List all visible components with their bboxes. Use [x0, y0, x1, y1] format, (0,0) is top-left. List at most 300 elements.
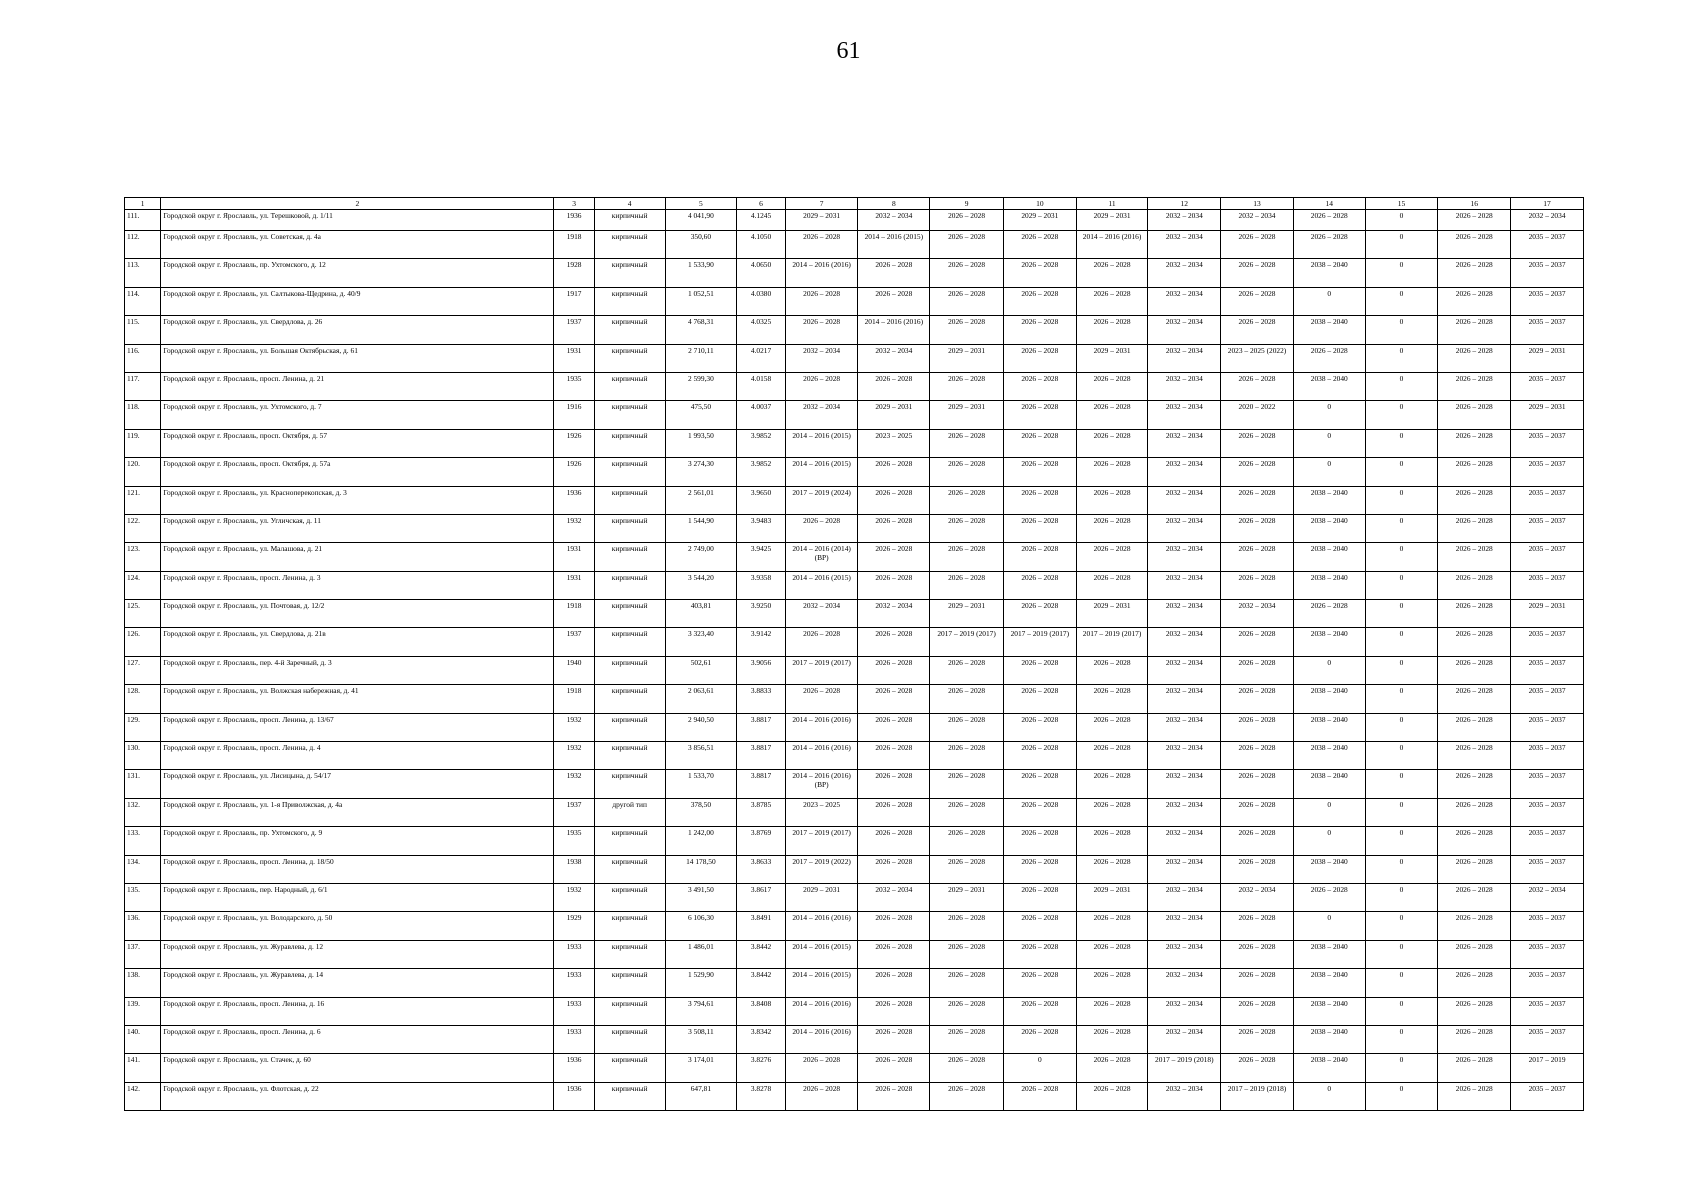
- table-cell-col-2: Городской округ г. Ярославль, ул. Стачек, д. 60: [161, 1054, 554, 1082]
- table-header-row: [125, 198, 1584, 210]
- table-cell-col-13: 2026 – 2028: [1221, 656, 1294, 684]
- table-cell-col-11: 2026 – 2028: [1076, 685, 1148, 713]
- table-cell-col-5: 3 794,61: [665, 997, 737, 1025]
- table-cell-col-1: 129.: [125, 713, 161, 741]
- table-cell-col-3: 1932: [554, 713, 594, 741]
- table-cell-col-17: 2035 – 2037: [1511, 316, 1584, 344]
- table-cell-col-5: 3 174,01: [665, 1054, 737, 1082]
- table-cell-col-14: 2026 – 2028: [1293, 883, 1365, 911]
- table-cell-col-4: кирпичный: [594, 458, 665, 486]
- table-cell-col-8: 2026 – 2028: [858, 259, 930, 287]
- table-cell-col-5: 3 544,20: [665, 571, 737, 599]
- table-cell-col-14: 2038 – 2040: [1293, 770, 1365, 798]
- table-cell-col-4: кирпичный: [594, 1054, 665, 1082]
- table-cell-col-6: 3.9483: [737, 514, 785, 542]
- table-cell-col-8: 2026 – 2028: [858, 827, 930, 855]
- table-cell-col-10: 2026 – 2028: [1003, 713, 1076, 741]
- table-cell-col-6: 3.8276: [737, 1054, 785, 1082]
- table-cell-col-17: 2035 – 2037: [1511, 997, 1584, 1025]
- table-cell-col-15: 0: [1365, 372, 1438, 400]
- table-cell-col-1: 125.: [125, 600, 161, 628]
- table-cell-col-10: 2026 – 2028: [1003, 316, 1076, 344]
- table-cell-col-5: 2 710,11: [665, 344, 737, 372]
- table-row: [125, 259, 1584, 287]
- table-cell-col-13: 2026 – 2028: [1221, 543, 1294, 571]
- table-row: [125, 685, 1584, 713]
- table-cell-col-12: 2032 – 2034: [1148, 486, 1221, 514]
- table-cell-col-11: 2029 – 2031: [1076, 883, 1148, 911]
- column-header-1: 1: [125, 198, 161, 210]
- table-row: [125, 316, 1584, 344]
- table-cell-col-17: 2029 – 2031: [1511, 600, 1584, 628]
- table-cell-col-8: 2026 – 2028: [858, 855, 930, 883]
- table-row: [125, 969, 1584, 997]
- table-cell-col-13: 2026 – 2028: [1221, 316, 1294, 344]
- table-cell-col-4: кирпичный: [594, 231, 665, 259]
- table-cell-col-6: 3.9142: [737, 628, 785, 656]
- table-cell-col-6: 4.1050: [737, 231, 785, 259]
- table-cell-col-4: кирпичный: [594, 401, 665, 429]
- table-cell-col-10: 0: [1003, 1054, 1076, 1082]
- table-cell-col-3: 1936: [554, 1082, 594, 1110]
- table-cell-col-16: 2026 – 2028: [1438, 798, 1511, 826]
- table-cell-col-7: 2026 – 2028: [785, 287, 858, 315]
- table-cell-col-5: 4 768,31: [665, 316, 737, 344]
- table-cell-col-11: 2026 – 2028: [1076, 827, 1148, 855]
- table-cell-col-8: 2032 – 2034: [858, 883, 930, 911]
- table-cell-col-7: 2029 – 2031: [785, 883, 858, 911]
- table-cell-col-3: 1926: [554, 429, 594, 457]
- table-cell-col-6: 3.8833: [737, 685, 785, 713]
- table-cell-col-7: 2032 – 2034: [785, 600, 858, 628]
- table-cell-col-17: 2035 – 2037: [1511, 486, 1584, 514]
- table-cell-col-15: 0: [1365, 429, 1438, 457]
- table-cell-col-10: 2029 – 2031: [1003, 210, 1076, 231]
- table-cell-col-3: 1936: [554, 1054, 594, 1082]
- table-cell-col-16: 2026 – 2028: [1438, 1054, 1511, 1082]
- table-cell-col-11: 2026 – 2028: [1076, 458, 1148, 486]
- table-cell-col-17: 2035 – 2037: [1511, 742, 1584, 770]
- table-cell-col-7: 2014 – 2016 (2014) (ВР): [785, 543, 858, 571]
- table-cell-col-6: 3.8342: [737, 1025, 785, 1053]
- column-header-7: 7: [785, 198, 858, 210]
- table-cell-col-16: 2026 – 2028: [1438, 401, 1511, 429]
- table-cell-col-12: 2032 – 2034: [1148, 628, 1221, 656]
- table-cell-col-7: 2032 – 2034: [785, 344, 858, 372]
- table-cell-col-12: 2032 – 2034: [1148, 316, 1221, 344]
- table-cell-col-6: 3.8817: [737, 713, 785, 741]
- table-row: [125, 855, 1584, 883]
- table-cell-col-11: 2026 – 2028: [1076, 713, 1148, 741]
- table-cell-col-7: 2014 – 2016 (2016): [785, 259, 858, 287]
- table-cell-col-5: 1 486,01: [665, 940, 737, 968]
- table-cell-col-8: 2032 – 2034: [858, 600, 930, 628]
- table-cell-col-14: 2038 – 2040: [1293, 1025, 1365, 1053]
- table-cell-col-14: 2026 – 2028: [1293, 344, 1365, 372]
- table-cell-col-17: 2035 – 2037: [1511, 259, 1584, 287]
- table-cell-col-17: 2035 – 2037: [1511, 571, 1584, 599]
- table-cell-col-8: 2026 – 2028: [858, 628, 930, 656]
- table-cell-col-8: 2026 – 2028: [858, 1082, 930, 1110]
- table-cell-col-7: 2014 – 2016 (2015): [785, 940, 858, 968]
- table-cell-col-14: 2038 – 2040: [1293, 940, 1365, 968]
- table-cell-col-10: 2017 – 2019 (2017): [1003, 628, 1076, 656]
- table-row: [125, 656, 1584, 684]
- table-cell-col-7: 2014 – 2016 (2016): [785, 1025, 858, 1053]
- table-cell-col-17: 2035 – 2037: [1511, 798, 1584, 826]
- table-cell-col-15: 0: [1365, 969, 1438, 997]
- table-cell-col-17: 2035 – 2037: [1511, 231, 1584, 259]
- table-cell-col-6: 3.9056: [737, 656, 785, 684]
- table-cell-col-14: 0: [1293, 458, 1365, 486]
- table-cell-col-16: 2026 – 2028: [1438, 259, 1511, 287]
- table-row: [125, 798, 1584, 826]
- table-cell-col-17: 2035 – 2037: [1511, 969, 1584, 997]
- table-cell-col-11: 2026 – 2028: [1076, 401, 1148, 429]
- table-cell-col-16: 2026 – 2028: [1438, 600, 1511, 628]
- table-cell-col-10: 2026 – 2028: [1003, 571, 1076, 599]
- table-cell-col-15: 0: [1365, 543, 1438, 571]
- table-cell-col-16: 2026 – 2028: [1438, 997, 1511, 1025]
- table-cell-col-5: 3 856,51: [665, 742, 737, 770]
- table-cell-col-17: 2035 – 2037: [1511, 827, 1584, 855]
- table-cell-col-17: 2035 – 2037: [1511, 287, 1584, 315]
- table-cell-col-5: 647,81: [665, 1082, 737, 1110]
- table-cell-col-5: 475,50: [665, 401, 737, 429]
- table-cell-col-13: 2026 – 2028: [1221, 912, 1294, 940]
- table-cell-col-2: Городской округ г. Ярославль, ул. Малашова, д. 21: [161, 543, 554, 571]
- table-cell-col-3: 1918: [554, 231, 594, 259]
- table-cell-col-6: 4.0217: [737, 344, 785, 372]
- table-row: [125, 940, 1584, 968]
- table-cell-col-11: 2026 – 2028: [1076, 287, 1148, 315]
- table-cell-col-12: 2032 – 2034: [1148, 855, 1221, 883]
- table-cell-col-7: 2014 – 2016 (2016) (ВР): [785, 770, 858, 798]
- table-cell-col-13: 2026 – 2028: [1221, 742, 1294, 770]
- table-cell-col-7: 2029 – 2031: [785, 210, 858, 231]
- table-cell-col-2: Городской округ г. Ярославль, просп. Ленина, д. 4: [161, 742, 554, 770]
- table-cell-col-6: 3.9250: [737, 600, 785, 628]
- table-cell-col-1: 142.: [125, 1082, 161, 1110]
- table-cell-col-5: 14 178,50: [665, 855, 737, 883]
- table-cell-col-6: 3.8817: [737, 770, 785, 798]
- table-cell-col-1: 131.: [125, 770, 161, 798]
- table-cell-col-15: 0: [1365, 600, 1438, 628]
- table-cell-col-16: 2026 – 2028: [1438, 344, 1511, 372]
- table-cell-col-3: 1917: [554, 287, 594, 315]
- table-cell-col-11: 2026 – 2028: [1076, 1082, 1148, 1110]
- table-cell-col-2: Городской округ г. Ярославль, пер. Народный, д. 6/1: [161, 883, 554, 911]
- table-cell-col-11: 2017 – 2019 (2017): [1076, 628, 1148, 656]
- table-cell-col-1: 112.: [125, 231, 161, 259]
- table-cell-col-1: 134.: [125, 855, 161, 883]
- table-cell-col-3: 1935: [554, 827, 594, 855]
- table-cell-col-16: 2026 – 2028: [1438, 372, 1511, 400]
- table-cell-col-5: 1 052,51: [665, 287, 737, 315]
- table-cell-col-9: 2026 – 2028: [930, 316, 1004, 344]
- table-cell-col-2: Городской округ г. Ярославль, просп. Ленина, д. 16: [161, 997, 554, 1025]
- table-cell-col-3: 1926: [554, 458, 594, 486]
- table-cell-col-14: 0: [1293, 912, 1365, 940]
- column-header-8: 8: [858, 198, 930, 210]
- table-cell-col-16: 2026 – 2028: [1438, 770, 1511, 798]
- table-cell-col-15: 0: [1365, 656, 1438, 684]
- table-cell-col-3: 1929: [554, 912, 594, 940]
- table-cell-col-13: 2026 – 2028: [1221, 997, 1294, 1025]
- table-cell-col-2: Городской округ г. Ярославль, ул. Лисицына, д. 54/17: [161, 770, 554, 798]
- table-cell-col-3: 1931: [554, 571, 594, 599]
- table-cell-col-9: 2026 – 2028: [930, 210, 1004, 231]
- table-row: [125, 429, 1584, 457]
- table-cell-col-15: 0: [1365, 940, 1438, 968]
- table-cell-col-4: кирпичный: [594, 969, 665, 997]
- table-cell-col-9: 2026 – 2028: [930, 259, 1004, 287]
- table-row: [125, 458, 1584, 486]
- table-cell-col-7: 2032 – 2034: [785, 401, 858, 429]
- table-cell-col-6: 3.9852: [737, 458, 785, 486]
- table-cell-col-11: 2026 – 2028: [1076, 514, 1148, 542]
- table-cell-col-13: 2026 – 2028: [1221, 458, 1294, 486]
- table-cell-col-8: 2026 – 2028: [858, 685, 930, 713]
- table-cell-col-1: 121.: [125, 486, 161, 514]
- table-cell-col-8: 2026 – 2028: [858, 486, 930, 514]
- table-cell-col-3: 1932: [554, 514, 594, 542]
- table-cell-col-3: 1918: [554, 685, 594, 713]
- table-cell-col-3: 1933: [554, 1025, 594, 1053]
- table-cell-col-7: 2017 – 2019 (2017): [785, 827, 858, 855]
- table-cell-col-1: 133.: [125, 827, 161, 855]
- table-cell-col-8: 2026 – 2028: [858, 458, 930, 486]
- table-cell-col-8: 2026 – 2028: [858, 287, 930, 315]
- table-cell-col-3: 1932: [554, 770, 594, 798]
- table-cell-col-6: 4.0325: [737, 316, 785, 344]
- table-cell-col-10: 2026 – 2028: [1003, 883, 1076, 911]
- table-cell-col-15: 0: [1365, 287, 1438, 315]
- table-cell-col-3: 1935: [554, 372, 594, 400]
- table-cell-col-8: 2032 – 2034: [858, 210, 930, 231]
- table-cell-col-17: 2035 – 2037: [1511, 543, 1584, 571]
- table-cell-col-1: 118.: [125, 401, 161, 429]
- table-cell-col-4: кирпичный: [594, 912, 665, 940]
- column-header-14: 14: [1293, 198, 1365, 210]
- table-cell-col-9: 2026 – 2028: [930, 571, 1004, 599]
- table-cell-col-9: 2026 – 2028: [930, 543, 1004, 571]
- table-cell-col-13: 2026 – 2028: [1221, 713, 1294, 741]
- table-cell-col-13: 2026 – 2028: [1221, 372, 1294, 400]
- table-cell-col-1: 120.: [125, 458, 161, 486]
- table-cell-col-4: кирпичный: [594, 514, 665, 542]
- table-cell-col-16: 2026 – 2028: [1438, 940, 1511, 968]
- table-row: [125, 543, 1584, 571]
- table-cell-col-4: кирпичный: [594, 827, 665, 855]
- table-cell-col-3: 1916: [554, 401, 594, 429]
- table-cell-col-12: 2032 – 2034: [1148, 997, 1221, 1025]
- table-cell-col-3: 1937: [554, 628, 594, 656]
- table-cell-col-1: 116.: [125, 344, 161, 372]
- table-cell-col-4: кирпичный: [594, 259, 665, 287]
- table-cell-col-12: 2032 – 2034: [1148, 685, 1221, 713]
- table-cell-col-17: 2017 – 2019: [1511, 1054, 1584, 1082]
- table-cell-col-11: 2026 – 2028: [1076, 770, 1148, 798]
- table-cell-col-13: 2026 – 2028: [1221, 429, 1294, 457]
- table-cell-col-15: 0: [1365, 1025, 1438, 1053]
- table-cell-col-13: 2026 – 2028: [1221, 940, 1294, 968]
- table-cell-col-9: 2026 – 2028: [930, 855, 1004, 883]
- table-cell-col-7: 2026 – 2028: [785, 628, 858, 656]
- table-cell-col-10: 2026 – 2028: [1003, 940, 1076, 968]
- table-cell-col-11: 2026 – 2028: [1076, 940, 1148, 968]
- table-cell-col-4: кирпичный: [594, 429, 665, 457]
- table-cell-col-10: 2026 – 2028: [1003, 742, 1076, 770]
- table-cell-col-16: 2026 – 2028: [1438, 969, 1511, 997]
- table-row: [125, 827, 1584, 855]
- table-cell-col-6: 4.0158: [737, 372, 785, 400]
- table-row: [125, 713, 1584, 741]
- table-cell-col-9: 2026 – 2028: [930, 514, 1004, 542]
- table-cell-col-15: 0: [1365, 770, 1438, 798]
- table-cell-col-4: кирпичный: [594, 940, 665, 968]
- table-cell-col-17: 2029 – 2031: [1511, 344, 1584, 372]
- table-cell-col-13: 2026 – 2028: [1221, 571, 1294, 599]
- table-cell-col-3: 1933: [554, 997, 594, 1025]
- table-cell-col-5: 2 599,30: [665, 372, 737, 400]
- table-row: [125, 997, 1584, 1025]
- table-cell-col-4: кирпичный: [594, 656, 665, 684]
- table-cell-col-14: 0: [1293, 287, 1365, 315]
- table-cell-col-10: 2026 – 2028: [1003, 1082, 1076, 1110]
- table-cell-col-1: 126.: [125, 628, 161, 656]
- table-cell-col-14: 2038 – 2040: [1293, 855, 1365, 883]
- table-cell-col-15: 0: [1365, 912, 1438, 940]
- table-cell-col-11: 2029 – 2031: [1076, 600, 1148, 628]
- table-cell-col-1: 122.: [125, 514, 161, 542]
- table-cell-col-14: 2026 – 2028: [1293, 210, 1365, 231]
- table-cell-col-14: 2038 – 2040: [1293, 1054, 1365, 1082]
- table-cell-col-9: 2026 – 2028: [930, 458, 1004, 486]
- table-cell-col-5: 403,81: [665, 600, 737, 628]
- column-header-3: 3: [554, 198, 594, 210]
- table-cell-col-8: 2026 – 2028: [858, 1025, 930, 1053]
- table-cell-col-5: 3 323,40: [665, 628, 737, 656]
- table-cell-col-7: 2014 – 2016 (2016): [785, 742, 858, 770]
- table-cell-col-13: 2026 – 2028: [1221, 486, 1294, 514]
- table-cell-col-2: Городской округ г. Ярославль, пр. Ухтомского, д. 9: [161, 827, 554, 855]
- table-cell-col-17: 2035 – 2037: [1511, 685, 1584, 713]
- column-header-16: 16: [1438, 198, 1511, 210]
- table-cell-col-10: 2026 – 2028: [1003, 855, 1076, 883]
- table-cell-col-12: 2032 – 2034: [1148, 429, 1221, 457]
- table-cell-col-14: 0: [1293, 401, 1365, 429]
- table-cell-col-3: 1933: [554, 940, 594, 968]
- table-cell-col-8: 2032 – 2034: [858, 344, 930, 372]
- table-cell-col-14: 2038 – 2040: [1293, 372, 1365, 400]
- table-row: [125, 401, 1584, 429]
- table-cell-col-6: 3.9358: [737, 571, 785, 599]
- table-cell-col-3: 1936: [554, 210, 594, 231]
- table-cell-col-13: 2026 – 2028: [1221, 628, 1294, 656]
- table-cell-col-8: 2026 – 2028: [858, 713, 930, 741]
- table-cell-col-9: 2026 – 2028: [930, 969, 1004, 997]
- table-row: [125, 486, 1584, 514]
- table-cell-col-2: Городской округ г. Ярославль, ул. Угличская, д. 11: [161, 514, 554, 542]
- table-cell-col-15: 0: [1365, 997, 1438, 1025]
- table-cell-col-13: 2026 – 2028: [1221, 231, 1294, 259]
- table-cell-col-16: 2026 – 2028: [1438, 855, 1511, 883]
- table-cell-col-10: 2026 – 2028: [1003, 344, 1076, 372]
- table-cell-col-12: 2032 – 2034: [1148, 656, 1221, 684]
- table-cell-col-4: кирпичный: [594, 372, 665, 400]
- table-cell-col-8: 2026 – 2028: [858, 798, 930, 826]
- table-cell-col-16: 2026 – 2028: [1438, 458, 1511, 486]
- table-cell-col-5: 1 529,90: [665, 969, 737, 997]
- table-cell-col-6: 3.8442: [737, 969, 785, 997]
- table-cell-col-11: 2026 – 2028: [1076, 742, 1148, 770]
- table-cell-col-2: Городской округ г. Ярославль, ул. Салтыкова-Щедрина, д. 40/9: [161, 287, 554, 315]
- table-cell-col-16: 2026 – 2028: [1438, 543, 1511, 571]
- schedule-table: [124, 197, 1584, 1111]
- table-cell-col-14: 2038 – 2040: [1293, 713, 1365, 741]
- table-cell-col-14: 0: [1293, 429, 1365, 457]
- table-cell-col-7: 2017 – 2019 (2024): [785, 486, 858, 514]
- table-cell-col-13: 2026 – 2028: [1221, 1025, 1294, 1053]
- table-cell-col-12: 2032 – 2034: [1148, 912, 1221, 940]
- table-cell-col-14: 0: [1293, 656, 1365, 684]
- table-cell-col-11: 2026 – 2028: [1076, 372, 1148, 400]
- table-cell-col-13: 2032 – 2034: [1221, 210, 1294, 231]
- table-cell-col-8: 2026 – 2028: [858, 1054, 930, 1082]
- table-cell-col-11: 2029 – 2031: [1076, 210, 1148, 231]
- table-cell-col-14: 2038 – 2040: [1293, 259, 1365, 287]
- table-cell-col-2: Городской округ г. Ярославль, ул. Красноперекопская, д. 3: [161, 486, 554, 514]
- table-cell-col-17: 2035 – 2037: [1511, 628, 1584, 656]
- table-cell-col-1: 124.: [125, 571, 161, 599]
- table-cell-col-12: 2032 – 2034: [1148, 798, 1221, 826]
- table-cell-col-1: 136.: [125, 912, 161, 940]
- table-cell-col-8: 2026 – 2028: [858, 742, 930, 770]
- table-cell-col-11: 2026 – 2028: [1076, 798, 1148, 826]
- table-cell-col-10: 2026 – 2028: [1003, 543, 1076, 571]
- table-cell-col-11: 2026 – 2028: [1076, 912, 1148, 940]
- table-cell-col-7: 2026 – 2028: [785, 514, 858, 542]
- table-cell-col-7: 2014 – 2016 (2015): [785, 429, 858, 457]
- table-cell-col-13: 2026 – 2028: [1221, 827, 1294, 855]
- column-header-12: 12: [1148, 198, 1221, 210]
- table-cell-col-4: кирпичный: [594, 1025, 665, 1053]
- table-cell-col-7: 2014 – 2016 (2015): [785, 571, 858, 599]
- table-cell-col-2: Городской округ г. Ярославль, ул. Большая Октябрьская, д. 61: [161, 344, 554, 372]
- table-cell-col-2: Городской округ г. Ярославль, ул. Журавлева, д. 14: [161, 969, 554, 997]
- table-cell-col-1: 137.: [125, 940, 161, 968]
- table-cell-col-1: 119.: [125, 429, 161, 457]
- column-header-15: 15: [1365, 198, 1438, 210]
- table-cell-col-6: 3.9852: [737, 429, 785, 457]
- table-cell-col-11: 2026 – 2028: [1076, 429, 1148, 457]
- table-row: [125, 1054, 1584, 1082]
- table-cell-col-7: 2026 – 2028: [785, 316, 858, 344]
- table-cell-col-8: 2026 – 2028: [858, 912, 930, 940]
- table-cell-col-17: 2035 – 2037: [1511, 429, 1584, 457]
- table-cell-col-15: 0: [1365, 486, 1438, 514]
- table-cell-col-9: 2026 – 2028: [930, 912, 1004, 940]
- table-cell-col-10: 2026 – 2028: [1003, 685, 1076, 713]
- table-cell-col-8: 2026 – 2028: [858, 656, 930, 684]
- table-cell-col-4: кирпичный: [594, 742, 665, 770]
- table-cell-col-1: 114.: [125, 287, 161, 315]
- table-cell-col-17: 2035 – 2037: [1511, 770, 1584, 798]
- table-cell-col-9: 2026 – 2028: [930, 1082, 1004, 1110]
- table-cell-col-10: 2026 – 2028: [1003, 287, 1076, 315]
- table-cell-col-9: 2026 – 2028: [930, 486, 1004, 514]
